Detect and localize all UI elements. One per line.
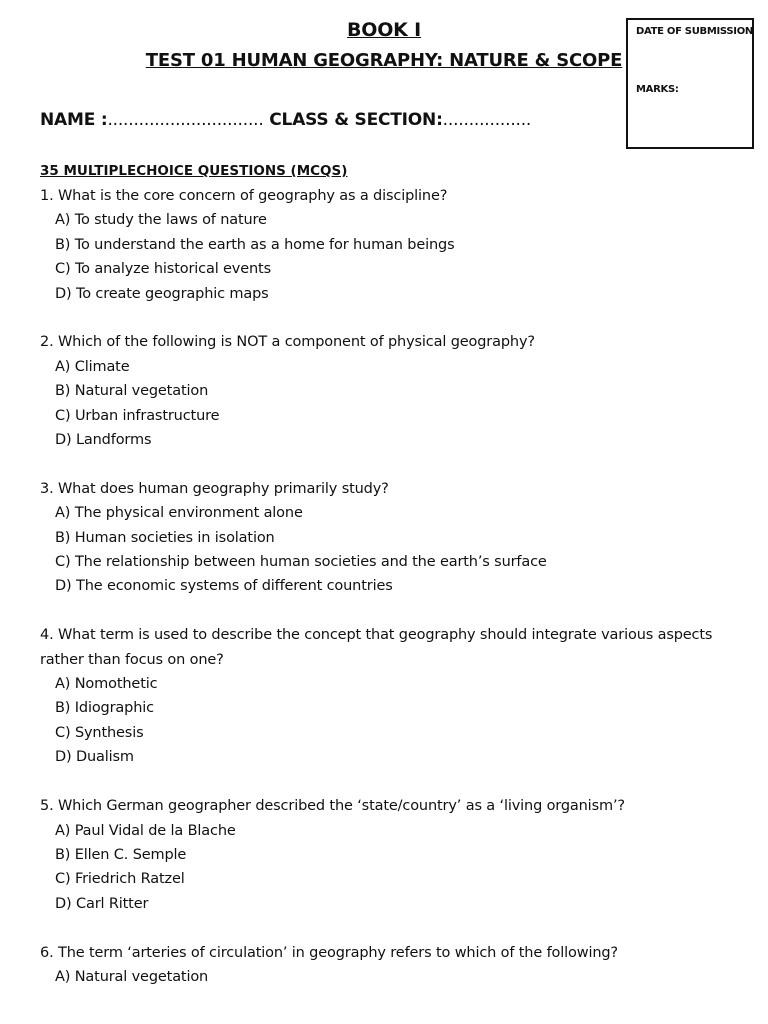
- option-c: C) Friedrich Ratzel: [55, 871, 185, 888]
- class-section-blank: .................: [442, 110, 532, 130]
- option-b: B) Idiographic: [55, 700, 154, 717]
- question-4: [40, 623, 730, 769]
- option-c: C) The relationship between human societies and the earth’s surface: [55, 554, 547, 571]
- option-a: A) The physical environment alone: [55, 505, 303, 522]
- section-heading: 35 MULTIPLECHOICE QUESTIONS (MCQS): [40, 163, 348, 179]
- option-b: B) Ellen C. Semple: [55, 846, 187, 863]
- question-3: [40, 477, 730, 599]
- question-text: 6. The term ‘arteries of circulation’ in geography refers to which of the following?: [40, 944, 618, 961]
- test-title: TEST 01 HUMAN GEOGRAPHY: NATURE & SCOPE: [145, 50, 623, 71]
- option-d: D) To create geographic maps: [55, 285, 269, 302]
- option-d: D) Dualism: [55, 749, 134, 766]
- option-b: B) Natural vegetation: [55, 383, 209, 400]
- option-c: C) Urban infrastructure: [55, 407, 220, 424]
- option-d: D) Carl Ritter: [55, 895, 149, 912]
- question-text: 3. What does human geography primarily study?: [40, 480, 389, 497]
- option-b: B) Human societies in isolation: [55, 529, 275, 546]
- question-6: [40, 941, 730, 990]
- option-a: A) Nomothetic: [55, 676, 158, 693]
- name-blank: ..............................: [107, 110, 264, 130]
- option-a: A) To study the laws of nature: [55, 212, 267, 229]
- question-text: 4. What term is used to describe the concept that geography should integrate various aspects rather than focus on one?: [40, 627, 713, 668]
- option-d: D) Landforms: [55, 432, 152, 449]
- book-title: BOOK I: [347, 19, 421, 41]
- question-list: [40, 184, 730, 1014]
- submission-box: [626, 18, 754, 149]
- question-text: 2. Which of the following is NOT a component of physical geography?: [40, 334, 535, 351]
- name-label: NAME :: [40, 110, 108, 130]
- option-b: B) To understand the earth as a home for human beings: [55, 236, 455, 253]
- option-c: C) To analyze historical events: [55, 261, 271, 278]
- option-c: C) Synthesis: [55, 724, 144, 741]
- option-a: A) Paul Vidal de la Blache: [55, 822, 236, 839]
- question-text: 5. Which German geographer described the ‘state/country’ as a ‘living organism’?: [40, 798, 625, 815]
- question-1: [40, 184, 730, 306]
- question-2: [40, 330, 730, 452]
- class-section-label: CLASS & SECTION:: [263, 110, 443, 130]
- date-of-submission-label: DATE OF SUBMISSION: [636, 26, 753, 37]
- question-5: [40, 794, 730, 916]
- student-fields-line: [40, 110, 531, 130]
- option-d: D) The economic systems of different countries: [55, 578, 393, 595]
- option-a: A) Natural vegetation: [55, 968, 209, 985]
- option-a: A) Climate: [55, 358, 130, 375]
- marks-label: MARKS:: [636, 84, 679, 95]
- question-text: 1. What is the core concern of geography as a discipline?: [40, 188, 448, 204]
